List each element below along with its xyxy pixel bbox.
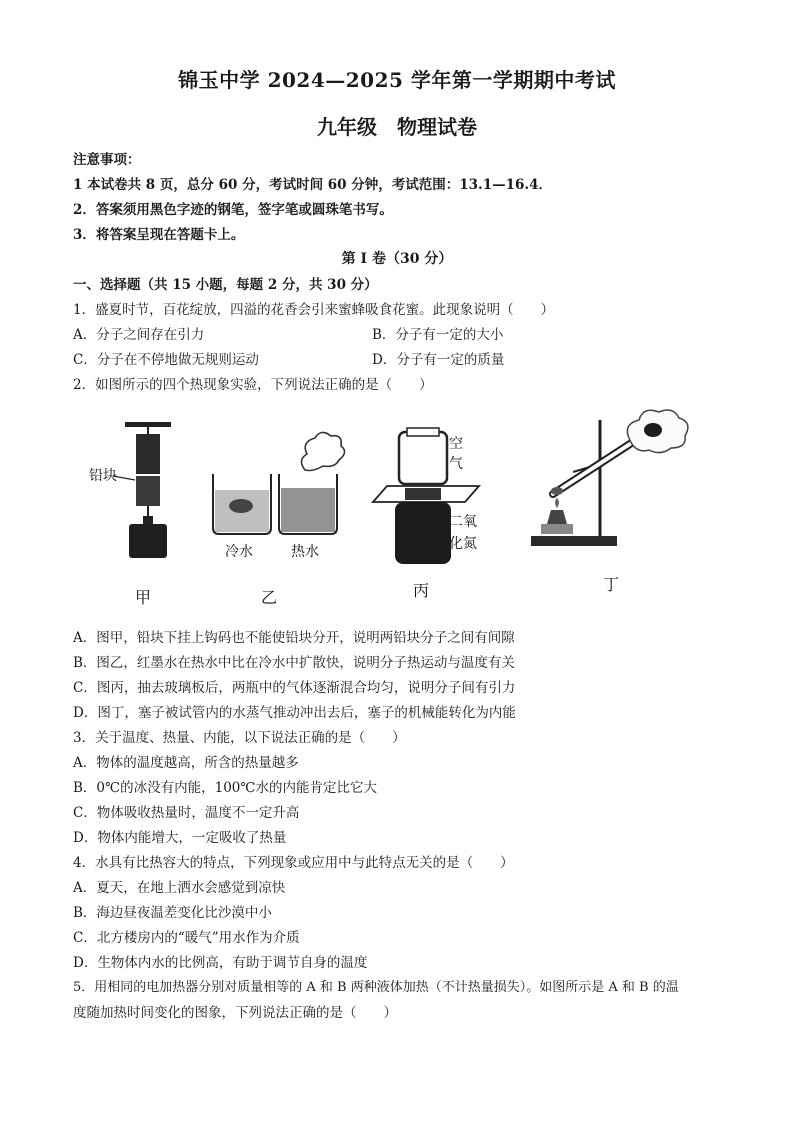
notes-heading: 注意事项：: [73, 152, 141, 168]
exam-title: 锦玉中学 2024—2025 学年第一学期期中考试: [178, 68, 616, 92]
q2-option-b: B．图乙，红墨水在热水中比在冷水中扩散快，说明分子热运动与温度有关: [73, 655, 515, 671]
note-item-3: 3．将答案呈现在答题卡上。: [73, 227, 245, 243]
q4-stem: 4．水具有比热容大的特点，下列现象或应用中与此特点无关的是（ ）: [73, 855, 514, 871]
q2-option-d: D．图丁，塞子被试管内的水蒸气推动冲出去后，塞子的机械能转化为内能: [73, 705, 516, 721]
q2-figure: [73, 398, 723, 610]
q4-option-c: C．北方楼房内的“暖气”用水作为介质: [73, 930, 300, 946]
part1-heading: 一、选择题（共 15 小题，每题 2 分，共 30 分）: [73, 277, 378, 293]
q4-option-d: D．生物体内水的比例高，有助于调节自身的温度: [73, 955, 368, 971]
q2-stem: 2．如图所示的四个热现象实验，下列说法正确的是（ ）: [73, 377, 433, 393]
figure-label-ding: 丁: [603, 575, 620, 594]
note-item-2: 2．答案须用黑色字迹的钢笔，签字笔或圆珠笔书写。: [73, 202, 393, 218]
q3-stem: 3．关于温度、热量、内能，以下说法正确的是（ ）: [73, 730, 406, 746]
q1-option-a: A．分子之间存在引力: [73, 327, 205, 343]
q1-option-d: D．分子有一定的质量: [372, 352, 505, 368]
no2-label-1: 二氧: [449, 514, 477, 530]
lead-block-label: 铅块: [89, 468, 117, 484]
cold-water-label: 冷水: [225, 544, 253, 560]
figure-ding: [531, 410, 688, 594]
q3-option-d: D．物体内能增大，一定吸收了热量: [73, 830, 287, 846]
q2-option-a: A．图甲，铅块下挂上钩码也不能使铅块分开，说明两铅块分子之间有间隙: [73, 630, 515, 646]
q4-option-b: B．海边昼夜温差变化比沙漠中小: [73, 905, 272, 921]
figure-jia: [89, 422, 171, 607]
volume-heading: 第 I 卷（30 分）: [341, 251, 453, 267]
q3-option-a: A．物体的温度越高，所含的热量越多: [73, 755, 299, 771]
hot-water-label: 热水: [291, 544, 319, 560]
note-item-1: 1 本试卷共 8 页，总分 60 分，考试时间 60 分钟，考试范围：13.1—16.4．: [73, 177, 553, 193]
q1-option-c: C．分子在不停地做无规则运动: [73, 352, 259, 368]
figure-yi: [213, 432, 345, 607]
q4-option-a: A．夏天，在地上洒水会感觉到凉快: [73, 880, 286, 896]
figure-label-bing: 丙: [413, 581, 430, 600]
air-label-2: 气: [449, 456, 463, 472]
figure-label-yi: 乙: [261, 588, 278, 607]
q2-option-c: C．图丙，抽去玻璃板后，两瓶中的气体逐渐混合均匀，说明分子间有引力: [73, 680, 516, 696]
q1-stem: 1．盛夏时节，百花绽放，四溢的花香会引来蜜蜂吸食花蜜。此现象说明（ ）: [73, 302, 555, 318]
no2-label-2: 化氮: [449, 536, 477, 552]
q5-stem-line2: 度随加热时间变化的图象，下列说法正确的是（ ）: [73, 1005, 397, 1021]
q3-option-b: B．0℃的冰没有内能，100℃水的内能肯定比它大: [73, 780, 377, 796]
q5-stem-line1: 5．用相同的电加热器分别对质量相等的 A 和 B 两种液体加热（不计热量损失）。如图所示是 A 和 B 的温: [73, 980, 679, 995]
air-label-1: 空: [449, 436, 463, 452]
q3-option-c: C．物体吸收热量时，温度不一定升高: [73, 805, 300, 821]
q1-option-b: B．分子有一定的大小: [372, 327, 504, 343]
exam-subtitle: 九年级 物理试卷: [317, 115, 477, 139]
figure-bing: [373, 428, 479, 600]
figure-label-jia: 甲: [135, 588, 152, 607]
